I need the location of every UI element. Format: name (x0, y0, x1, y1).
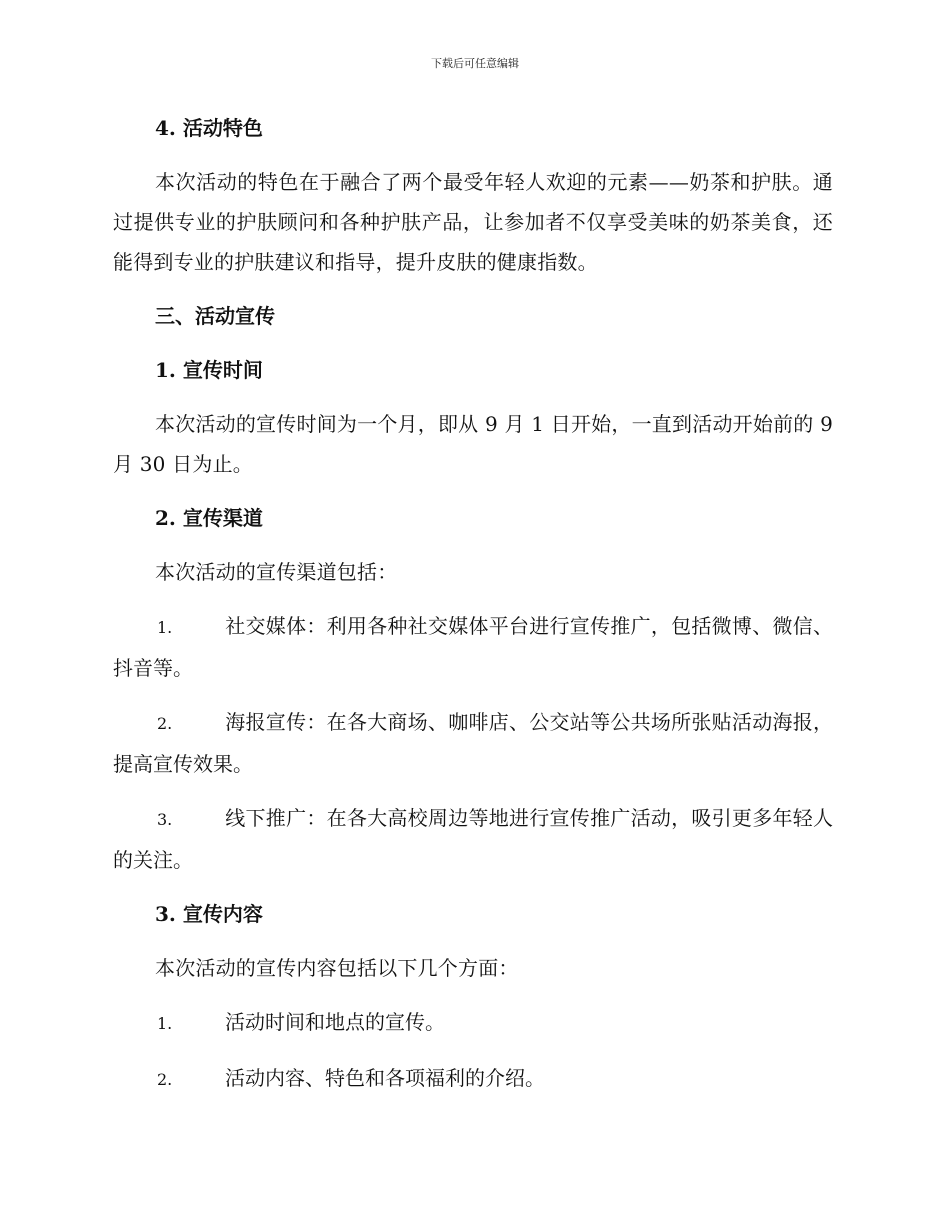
list-item (113, 1002, 833, 1044)
paragraph-content-intro: 本次活动的宣传内容包括以下几个方面： (155, 956, 519, 980)
paragraph-promotion-time: 本次活动的宣传时间为一个月，即从 9 月 1 日开始，一直到活动开始前的 9 月 30 日为止。 (113, 412, 833, 476)
section-heading-promotion-channels: 2. 宣传渠道 (155, 506, 263, 530)
list-item-text: 社交媒体：利用各种社交媒体平台进行宣传推广，包括微博、微信、抖音等。 (113, 614, 833, 680)
paragraph-channels-intro: 本次活动的宣传渠道包括： (155, 560, 398, 584)
list-item-number: 2. (157, 714, 173, 733)
list-item-number: 1. (157, 1014, 173, 1033)
section-heading-promotion-content: 3. 宣传内容 (155, 902, 263, 926)
page-header: 下载后可任意编辑 (431, 57, 519, 70)
part-heading-promotion: 三、活动宣传 (155, 304, 275, 328)
list-item-number: 1. (157, 618, 173, 637)
list-item-text: 海报宣传：在各大商场、咖啡店、公交站等公共场所张贴活动海报，提高宣传效果。 (113, 710, 833, 776)
list-item (113, 798, 833, 880)
list-item-text: 线下推广：在各大高校周边等地进行宣传推广活动，吸引更多年轻人的关注。 (113, 806, 833, 872)
list-item-text: 活动内容、特色和各项福利的介绍。 (225, 1066, 545, 1090)
list-item (113, 1058, 833, 1100)
list-item-text: 活动时间和地点的宣传。 (225, 1010, 445, 1034)
list-item-number: 3. (157, 810, 173, 829)
paragraph-activity-features: 本次活动的特色在于融合了两个最受年轻人欢迎的元素——奶茶和护肤。通过提供专业的护肤顾问和各种护肤产品，让参加者不仅享受美味的奶茶美食，还能得到专业的护肤建议和指导，提升皮肤的健康指数。 (113, 170, 833, 274)
list-item-number: 2. (157, 1070, 173, 1089)
section-heading-promotion-time: 1. 宣传时间 (155, 358, 263, 382)
document-body (113, 108, 833, 1114)
section-heading-activity-features: 4. 活动特色 (155, 116, 263, 140)
list-item (113, 702, 833, 784)
list-item (113, 606, 833, 688)
